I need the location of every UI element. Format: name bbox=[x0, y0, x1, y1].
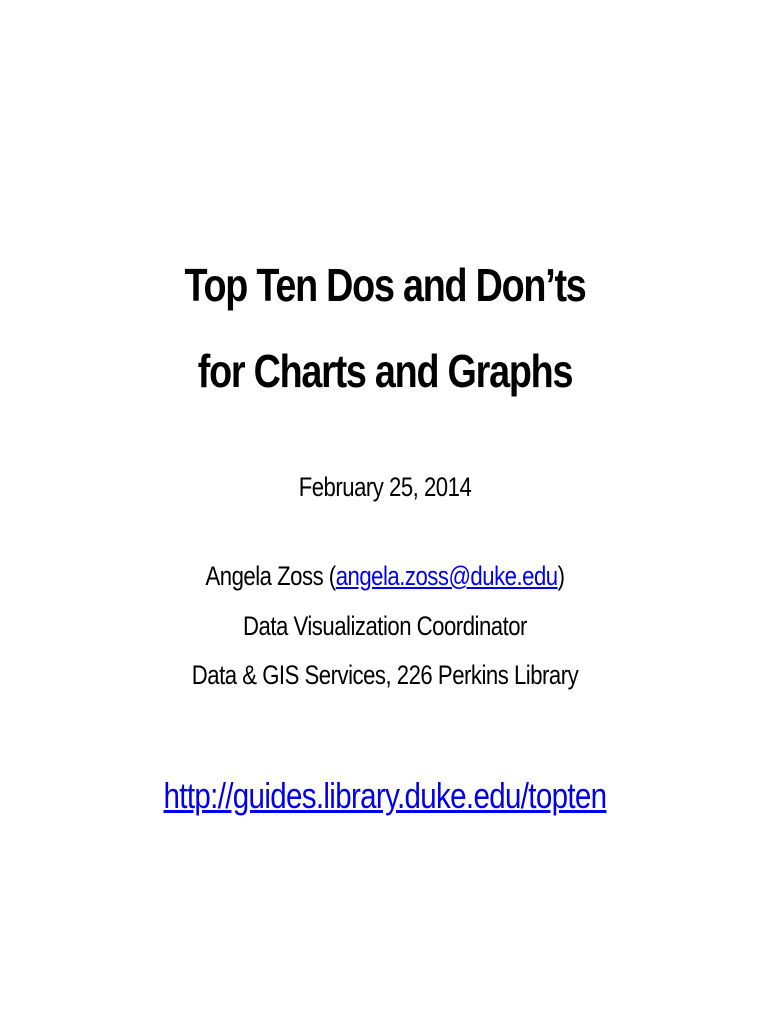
title-line-2: for Charts and Graphs bbox=[197, 345, 573, 397]
guide-url-link[interactable]: http://guides.library.duke.edu/topten bbox=[163, 775, 607, 816]
guide-url-container bbox=[69, 775, 700, 816]
author-name: Angela Zoss ( bbox=[205, 561, 336, 591]
author-department: Data & GIS Services, 226 Perkins Library bbox=[191, 660, 579, 690]
presentation-date: February 25, 2014 bbox=[298, 472, 472, 502]
author-line bbox=[69, 563, 700, 590]
author-email-link[interactable]: angela.zoss@duke.edu bbox=[335, 561, 558, 591]
author-role: Data Visualization Coordinator bbox=[243, 611, 527, 641]
author-name-suffix: ) bbox=[557, 561, 565, 591]
title-line-1: Top Ten Dos and Don’ts bbox=[184, 259, 586, 311]
